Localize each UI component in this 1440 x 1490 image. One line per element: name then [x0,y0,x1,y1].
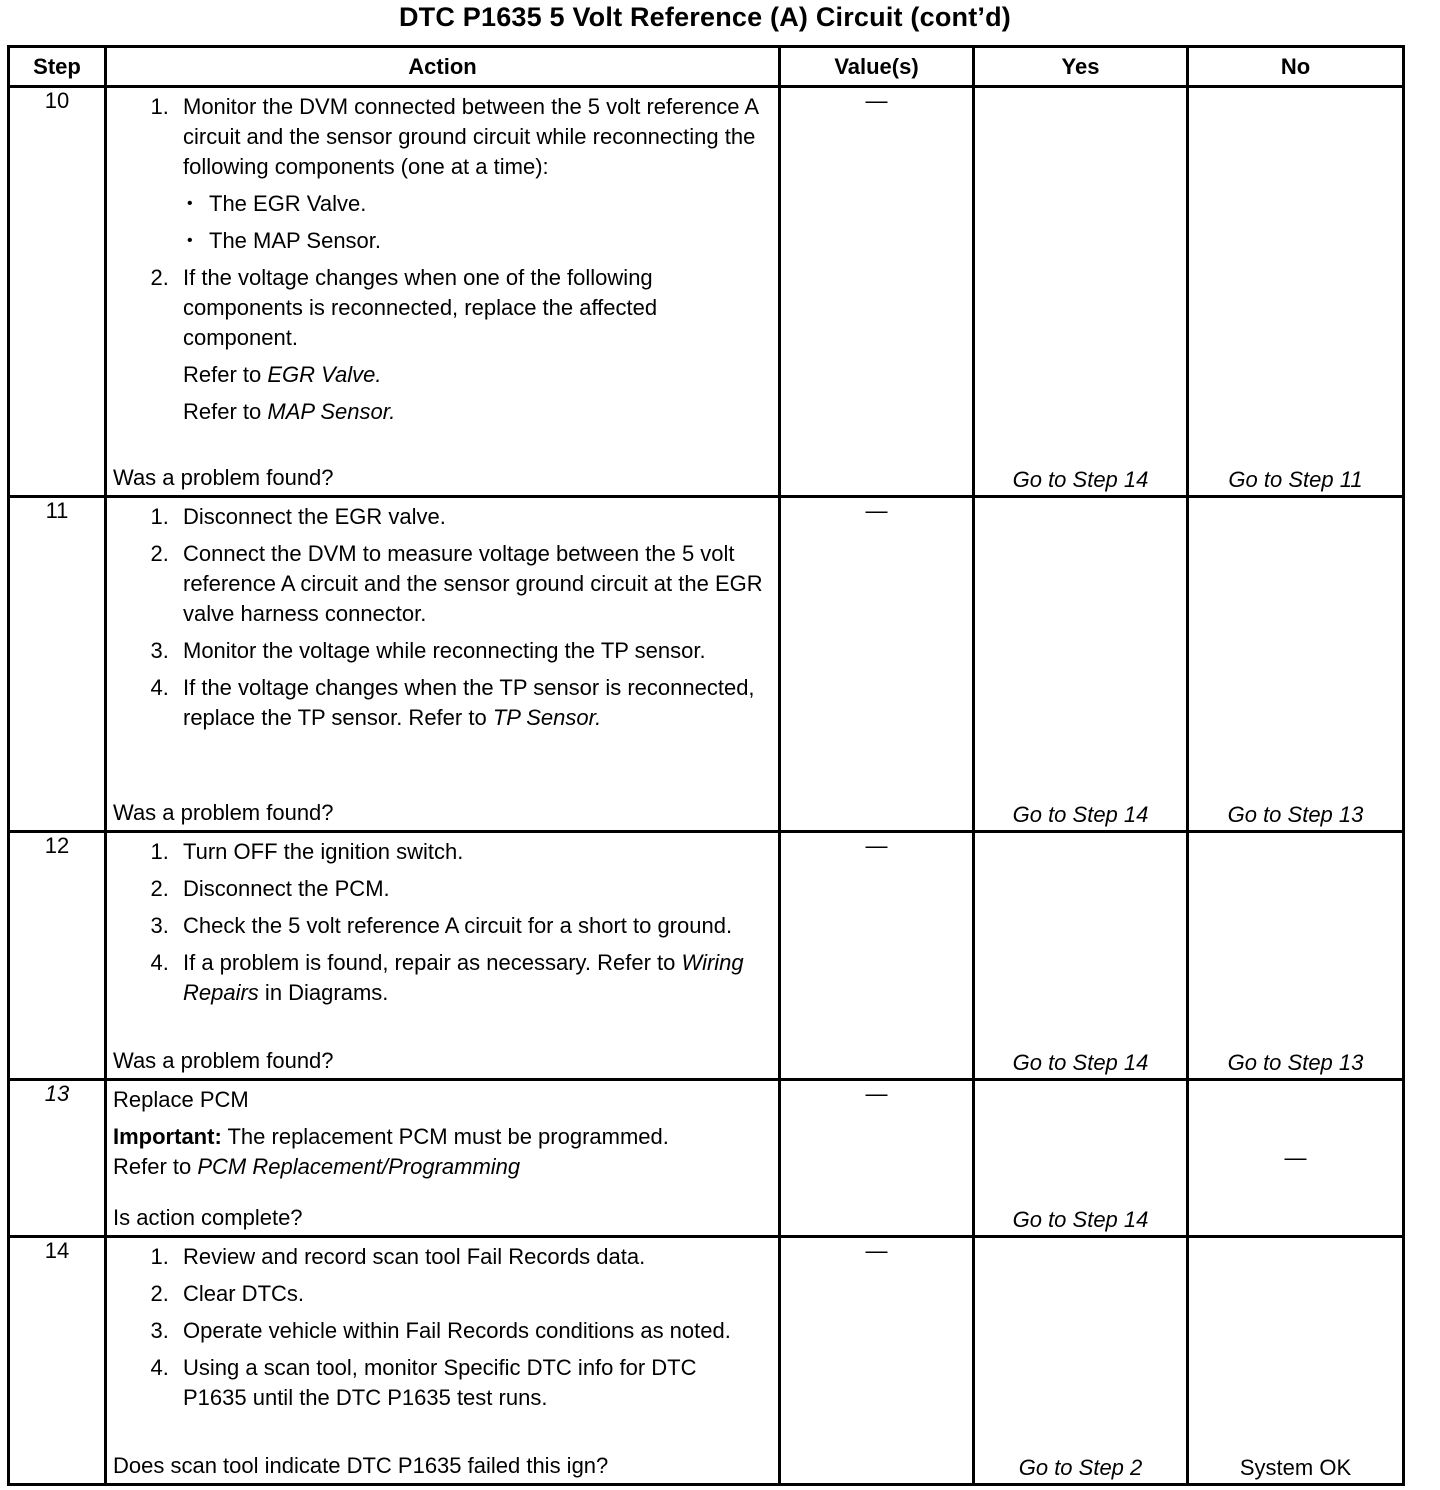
yes-answer: Go to Step 14 [1012,1207,1149,1232]
action-step: 1. Disconnect the EGR valve. [175,502,764,532]
no-cell [1188,1080,1404,1237]
yes-answer: Go to Step 2 [1018,1455,1143,1480]
yes-cell [974,1080,1188,1237]
page-title: DTC P1635 5 Volt Reference (A) Circuit (cont’d) [398,2,1011,32]
no-answer: Go to Step 13 [1227,1050,1364,1075]
table-row [9,832,1404,1080]
yes-answer: Go to Step 14 [1012,802,1149,827]
diagnostic-table [7,45,1405,1486]
important-text: The replacement PCM must be programmed. [221,1124,669,1149]
reference-line [175,360,764,390]
reference-link-pcm-replacement[interactable]: PCM Replacement/Programming [197,1154,521,1179]
important-note [113,1122,764,1182]
yes-cell [974,497,1188,832]
action-step-suffix: in Diagrams. [258,980,389,1005]
question-text: Was a problem found? [113,465,334,490]
yes-cell [974,832,1188,1080]
action-steps [113,837,764,1008]
yes-cell [974,1237,1188,1485]
header-yes: Yes [974,47,1188,87]
important-label: Important: [113,1124,222,1149]
reference-link-tp-sensor[interactable]: TP Sensor. [492,705,602,730]
question-text: Is action complete? [113,1205,303,1230]
header-step: Step [9,47,106,87]
action-step-text: Monitor the DVM connected between the 5 volt reference A circuit and the sensor ground circuit while reconnecting the following components (one at a time): [183,94,758,179]
table-row [9,1080,1404,1237]
action-cell [106,1080,780,1237]
action-step: 1. Review and record scan tool Fail Records data. [175,1242,764,1272]
action-step [175,92,764,256]
action-steps [113,92,764,353]
action-text: Replace PCM [113,1087,249,1112]
header-action: Action [106,47,780,87]
action-step [175,948,764,1008]
list-item: • The EGR Valve. [209,189,764,219]
action-step: 2. Disconnect the PCM. [175,874,764,904]
action-step-text: If the voltage changes when one of the following components is reconnected, replace the affected component. [183,265,658,350]
yes-cell [974,87,1188,497]
action-step-text: If the voltage changes when the TP sensor is reconnected, replace the TP sensor. Refer to [183,675,755,730]
table-row [9,1237,1404,1485]
reference-link-map-sensor[interactable]: MAP Sensor. [267,399,396,424]
action-cell [106,832,780,1080]
action-step: 2. Clear DTCs. [175,1279,764,1309]
step-number: 10 [9,87,106,497]
action-cell [106,1237,780,1485]
action-step [175,673,764,733]
action-cell [106,87,780,497]
step-number: 14 [9,1237,106,1485]
no-cell [1188,497,1404,832]
no-cell [1188,87,1404,497]
step-number: 11 [9,497,106,832]
component-list [183,189,764,256]
table-header-row [9,47,1404,87]
yes-answer: Go to Step 14 [1012,467,1149,492]
value-cell: — [780,1080,974,1237]
no-cell [1188,1237,1404,1485]
no-answer: Go to Step 11 [1228,467,1363,492]
step-number: 13 [9,1080,106,1237]
no-answer: Go to Step 13 [1227,802,1364,827]
reference-line [175,397,764,427]
reference-prefix: Refer to [183,399,268,424]
reference-prefix: Refer to [113,1154,198,1179]
question-text: Was a problem found? [113,800,334,825]
action-step: 3. Check the 5 volt reference A circuit for a short to ground. [175,911,764,941]
value-cell: — [780,497,974,832]
action-step: 1. Turn OFF the ignition switch. [175,837,764,867]
action-cell [106,497,780,832]
table-row [9,87,1404,497]
value-cell: — [780,1237,974,1485]
reference-link-wiring-repairs[interactable]: Wiring Repairs [183,950,744,1005]
action-steps [113,1242,764,1413]
no-answer: — [1284,1145,1307,1170]
action-step: 3. Monitor the voltage while reconnecting the TP sensor. [175,636,764,666]
reference-prefix: Refer to [183,362,268,387]
no-cell [1188,832,1404,1080]
no-answer: System OK [1239,1455,1352,1480]
header-values: Value(s) [780,47,974,87]
yes-answer: Go to Step 14 [1012,1050,1149,1075]
action-step: 4. Using a scan tool, monitor Specific DTC info for DTC P1635 until the DTC P1635 test runs. [175,1353,764,1413]
header-no: No [1188,47,1404,87]
action-steps [113,502,764,733]
question-text: Was a problem found? [113,1048,334,1073]
question-text: Does scan tool indicate DTC P1635 failed this ign? [113,1453,609,1478]
action-step-text: If a problem is found, repair as necessary. Refer to [183,950,682,975]
table-row [9,497,1404,832]
reference-link-egr-valve[interactable]: EGR Valve. [267,362,382,387]
action-step [175,263,764,353]
value-cell: — [780,832,974,1080]
list-item: • The MAP Sensor. [209,226,764,256]
action-step: 2. Connect the DVM to measure voltage between the 5 volt reference A circuit and the sensor ground circuit at the EGR valve harness connector. [175,539,764,629]
value-cell: — [780,87,974,497]
step-number: 12 [9,832,106,1080]
action-step: 3. Operate vehicle within Fail Records conditions as noted. [175,1316,764,1346]
